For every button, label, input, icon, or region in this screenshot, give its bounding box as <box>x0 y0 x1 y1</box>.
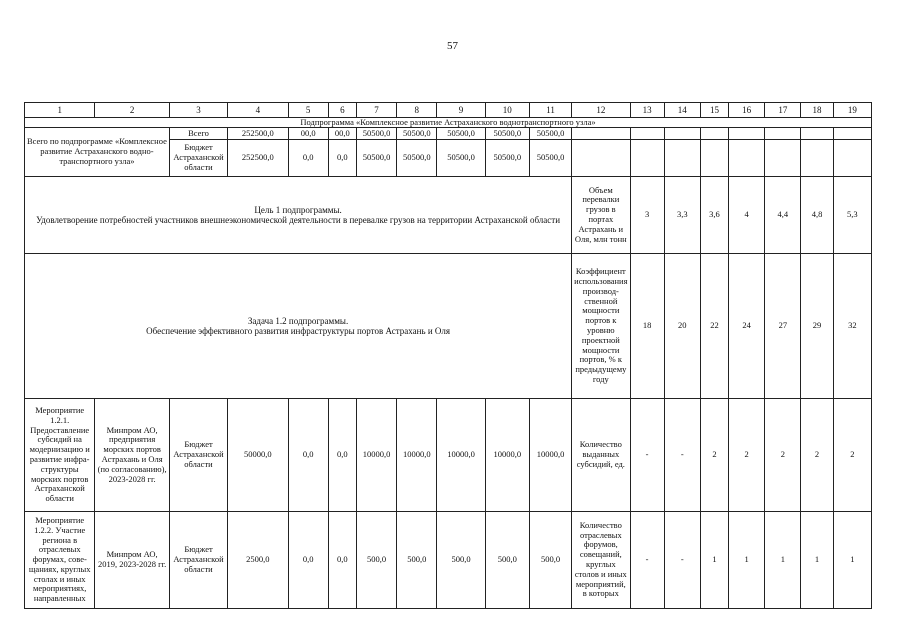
target-value: 4,4 <box>765 177 801 254</box>
target-value: - <box>664 399 700 512</box>
amount-cell: 0,0 <box>328 399 356 512</box>
total-all-row <box>25 128 872 140</box>
goal-text: Цель 1 подпрограммы. Удовлетворение потребностей участников внешнеэкономической деятельности в перевалке грузов на территории Астраханской области <box>25 177 572 254</box>
col-header: 3 <box>169 103 227 118</box>
empty-cell <box>664 140 700 177</box>
measure-row <box>25 399 872 512</box>
target-value: 20 <box>664 254 700 399</box>
col-header: 13 <box>630 103 664 118</box>
amount-cell: 10000,0 <box>397 399 437 512</box>
col-header: 2 <box>95 103 169 118</box>
empty-cell <box>630 128 664 140</box>
measure-row <box>25 512 872 609</box>
target-value: 24 <box>729 254 765 399</box>
target-value: 29 <box>801 254 833 399</box>
amount-cell: 50500,0 <box>485 140 529 177</box>
amount-cell: 50500,0 <box>529 140 571 177</box>
amount-cell: 10000,0 <box>356 399 396 512</box>
col-header: 10 <box>485 103 529 118</box>
total-label: Всего по подпрограмме «Комплексное развитие Астраханского воднотранспортного узла» <box>25 128 170 177</box>
amount-cell: 50500,0 <box>356 128 396 140</box>
col-header: 4 <box>228 103 288 118</box>
target-value: 2 <box>700 399 728 512</box>
target-value: 2 <box>801 399 833 512</box>
target-value: 27 <box>765 254 801 399</box>
amount-cell: 50000,0 <box>228 399 288 512</box>
amount-cell: 50500,0 <box>437 140 485 177</box>
target-value: 1 <box>700 512 728 609</box>
empty-cell <box>833 128 871 140</box>
task-row <box>25 254 872 399</box>
col-header: 18 <box>801 103 833 118</box>
amount-cell: 50500,0 <box>397 140 437 177</box>
col-header: 9 <box>437 103 485 118</box>
amount-cell: 00,0 <box>288 128 328 140</box>
amount-cell: 500,0 <box>397 512 437 609</box>
page-number: 57 <box>447 40 458 52</box>
executor-cell: Минпром АО, 2019, 2023-2028 гг. <box>95 512 169 609</box>
empty-cell <box>700 140 728 177</box>
target-value: 2 <box>765 399 801 512</box>
target-value: 22 <box>700 254 728 399</box>
col-header: 15 <box>700 103 728 118</box>
amount-cell: 0,0 <box>288 140 328 177</box>
amount-cell: 50500,0 <box>437 128 485 140</box>
executor-cell: Минпром АО, предприятия морских портов Астрахань и Оля (по согласованию), 2023-2028 гг. <box>95 399 169 512</box>
target-value: 2 <box>729 399 765 512</box>
col-header: 1 <box>25 103 95 118</box>
empty-cell <box>765 140 801 177</box>
col-header: 8 <box>397 103 437 118</box>
indicator-cell: Объем перевалки грузов в портах Астрахань и Оля, млн тонн <box>572 177 630 254</box>
amount-cell: 500,0 <box>529 512 571 609</box>
target-value: 4 <box>729 177 765 254</box>
amount-cell: 00,0 <box>328 128 356 140</box>
subprogram-title: Подпрограмма «Комплексное развитие Астраханского воднотранспортного узла» <box>25 118 872 128</box>
col-header: 16 <box>729 103 765 118</box>
goal-row <box>25 177 872 254</box>
empty-cell <box>664 128 700 140</box>
empty-cell <box>572 140 630 177</box>
indicator-cell: Коэффициент использования производственной мощности портов к уровню проектной мощности портов, % к предыдущему году <box>572 254 630 399</box>
source-cell: Всего <box>169 128 227 140</box>
amount-cell: 0,0 <box>288 399 328 512</box>
target-value: - <box>630 512 664 609</box>
amount-cell: 500,0 <box>485 512 529 609</box>
amount-cell: 10000,0 <box>437 399 485 512</box>
target-value: 2 <box>833 399 871 512</box>
empty-cell <box>833 140 871 177</box>
measure-name: Мероприятие 1.2.2. Участие региона в отраслевых форумах, совещаниях, круглых столах и иных мероприятиях, направленных <box>25 512 95 609</box>
target-value: 5,3 <box>833 177 871 254</box>
col-header: 14 <box>664 103 700 118</box>
col-header: 6 <box>328 103 356 118</box>
amount-cell: 500,0 <box>437 512 485 609</box>
empty-cell <box>801 140 833 177</box>
target-value: 1 <box>833 512 871 609</box>
amount-cell: 2500,0 <box>228 512 288 609</box>
header-row <box>25 103 872 118</box>
col-header: 5 <box>288 103 328 118</box>
source-cell: Бюджет Астраханской области <box>169 512 227 609</box>
task-text: Задача 1.2 подпрограммы. Обеспечение эффективного развития инфраструктуры портов Астрахань и Оля <box>25 254 572 399</box>
empty-cell <box>765 128 801 140</box>
source-cell: Бюджет Астраханской области <box>169 399 227 512</box>
indicator-cell: Количество выданных субсидий, ед. <box>572 399 630 512</box>
empty-cell <box>729 128 765 140</box>
col-header: 11 <box>529 103 571 118</box>
amount-cell: 252500,0 <box>228 128 288 140</box>
col-header: 7 <box>356 103 396 118</box>
col-header: 19 <box>833 103 871 118</box>
amount-cell: 50500,0 <box>356 140 396 177</box>
col-header: 12 <box>572 103 630 118</box>
target-value: 32 <box>833 254 871 399</box>
empty-cell <box>630 140 664 177</box>
subprogram-row <box>25 118 872 128</box>
amount-cell: 50500,0 <box>529 128 571 140</box>
target-value: 1 <box>765 512 801 609</box>
empty-cell <box>700 128 728 140</box>
source-cell: Бюджет Астраханской области <box>169 140 227 177</box>
target-value: 18 <box>630 254 664 399</box>
amount-cell: 10000,0 <box>485 399 529 512</box>
amount-cell: 0,0 <box>288 512 328 609</box>
amount-cell: 500,0 <box>356 512 396 609</box>
target-value: 1 <box>801 512 833 609</box>
target-value: 3,6 <box>700 177 728 254</box>
col-header: 17 <box>765 103 801 118</box>
empty-cell <box>801 128 833 140</box>
amount-cell: 0,0 <box>328 512 356 609</box>
empty-cell <box>729 140 765 177</box>
target-value: - <box>630 399 664 512</box>
amount-cell: 252500,0 <box>228 140 288 177</box>
measure-name: Мероприятие 1.2.1. Предоставление субсидий на модернизацию и развитие инфраструктуры морских портов Астраханской области <box>25 399 95 512</box>
target-value: 3 <box>630 177 664 254</box>
target-value: 3,3 <box>664 177 700 254</box>
target-value: 1 <box>729 512 765 609</box>
target-value: 4,8 <box>801 177 833 254</box>
amount-cell: 50500,0 <box>485 128 529 140</box>
amount-cell: 50500,0 <box>397 128 437 140</box>
program-table <box>24 102 872 609</box>
amount-cell: 10000,0 <box>529 399 571 512</box>
indicator-cell: Количество отраслевых форумов, совещаний, круглых столов и иных мероприятий, в которых <box>572 512 630 609</box>
amount-cell: 0,0 <box>328 140 356 177</box>
target-value: - <box>664 512 700 609</box>
empty-cell <box>572 128 630 140</box>
